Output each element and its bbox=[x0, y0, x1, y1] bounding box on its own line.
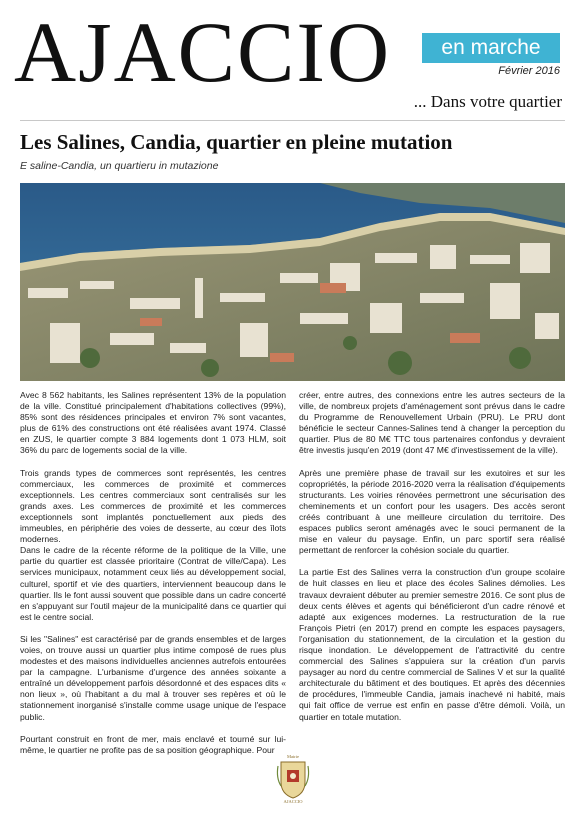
masthead-logo: AJACCIO bbox=[14, 4, 392, 100]
aerial-photo bbox=[20, 183, 565, 381]
paragraph: Si les "Salines" est caractérisé par de grands ensembles et de larges voies, on trouve aussi un quartier plus intime composé de rues plus modestes et des maisons individuelles anciennes autrefois entourées par la campagne. L'urbanisme d'urgence des années soixante a entraîné un développement parfois désordonné et des espaces dits « non lieux », où l'habitant a du mal à trouver ses repères et où le stationnement inorganisé s'installe comme usage unique de l'espace public. bbox=[20, 633, 286, 722]
article-column-left bbox=[20, 390, 286, 767]
paragraph: Avec 8 562 habitants, les Salines représentent 13% de la population de la ville. Constitué principalement d'habitations collectives (99%), 85% sont des résidences principales et environ 7% sont vacantes, plus de 61% des constructions ont été réalisées avant 1974. Classé en ZUS, le quartier compte 3 884 logements dont 1 073 HLM, soit 36% du parc de logements social de la ville. bbox=[20, 390, 286, 456]
svg-text:AJACCIO: AJACCIO bbox=[283, 799, 303, 804]
paragraph: créer, entre autres, des connexions entre les autres secteurs de la ville, de nombreux projets d'aménagement sont prévus dans le cadre du Programme de Renouvellement Urbain (PRU). Le PRU dont bénéficie le secteur Cannes-Salines tend à changer la perception du quartier. Plus de 80 M€ TTC tous partenaires confondus y devraient être investis jusqu'en 2019 (dont 47 M€ d'investissement de la ville). bbox=[299, 390, 565, 456]
city-crest-icon bbox=[274, 752, 312, 804]
article-headline: Les Salines, Candia, quartier en pleine mutation bbox=[20, 130, 453, 154]
article-subheading: E saline-Candia, un quartieru in mutazione bbox=[20, 160, 219, 172]
masthead-tagline: ... Dans votre quartier bbox=[413, 92, 562, 111]
svg-text:Mairie: Mairie bbox=[287, 754, 299, 759]
article-column-right bbox=[299, 390, 565, 734]
paragraph: La partie Est des Salines verra la construction d'un groupe scolaire de huit classes en lieu et place des écoles Salines démolies. Les travaux devraient débuter au premier semestre 2016. Ce sont plus de deux cents élèves et agents qui bénéficieront d'un cadre rénové et adapté aux exigences modernes. La restructuration de la rue François Pietri (en 2017) prend en compte les espaces paysagers, l'organisation du stationnement, de la circulation et la gestion du risque inondation. Le développement de l'attractivité du centre commercial des Salines s'appuiera sur la création d'un parvis paysager au nord du centre commercial de Salines V et sur la qualité architecturale du bâtiment et des boutiques. Et après des décennies de procédures, l'immeuble Candia, jamais inachevé ni habité, mais qui fait office de verrue est enfin en passe d'être démoli. Voilà, un quartier en totale mutation. bbox=[299, 567, 565, 722]
masthead bbox=[0, 0, 587, 118]
paragraph: Dans le cadre de la récente réforme de la politique de la Ville, une partie du quartier est classée prioritaire (Contrat de ville/Capa). Les services municipaux, notamment ceux liés au développement social, culturel, sportif et vie des quartiers, interviennent beaucoup dans le quartier. Ils le font aussi souvent que possible dans un cadre concerté en s'appuyant sur l'outil majeur de la municipalité dans ce quartier qui est le centre social. bbox=[20, 545, 286, 622]
paragraph: Trois grands types de commerces sont représentés, les centres commerciaux, les commerces de proximité et commerces exceptionnels. Les centres commerciaux sont centralisés sur les grands axes. Les commerces de proximité et les commerces exceptionnels sont implantés ponctuellement aux pieds des immeubles, en périphérie des voies de desserte, au cœur des îlots modernes. bbox=[20, 467, 286, 545]
header-divider bbox=[20, 120, 565, 121]
en-marche-badge: en marche bbox=[422, 33, 560, 63]
issue-date: Février 2016 bbox=[498, 65, 560, 77]
paragraph: Après une première phase de travail sur les exutoires et sur les copropriétés, la période 2016-2020 verra la réalisation d'équipements structurants. Les voiries rénovées permettront une sécurisation des cheminements et un confort pour les usagers. Des accès seront créés contribuant à une meilleure circulation du territoire. Des espaces publics seront aménagés avec le souci permanent de la mise en valeur du paysage. Enfin, un parc sportif sera réalisé permettant de renforcer la cohésion sociale du quartier. bbox=[299, 467, 565, 556]
paragraph: Pourtant construit en front de mer, mais enclavé et tourné sur lui-même, le quartier ne profite pas de sa position géographique. Pour bbox=[20, 733, 286, 755]
